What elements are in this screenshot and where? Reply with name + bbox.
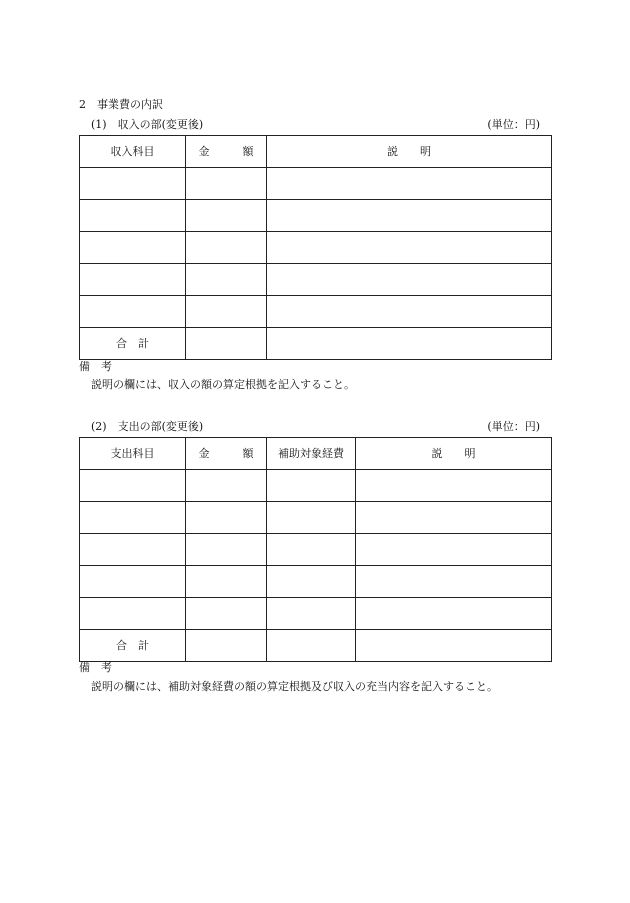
expense-amount-cell[interactable] xyxy=(186,534,267,566)
expense-table xyxy=(79,437,552,662)
expense-header-row xyxy=(80,438,552,470)
expense-item-cell[interactable] xyxy=(80,502,186,534)
expense-amount-cell[interactable] xyxy=(186,502,267,534)
income-unit-label: (単位：円) xyxy=(487,118,540,131)
expense-description-cell[interactable] xyxy=(356,534,552,566)
income-amount-cell[interactable] xyxy=(186,168,267,200)
income-total-amount-cell[interactable] xyxy=(186,328,267,360)
table-row xyxy=(80,264,552,296)
expense-eligible-cell[interactable] xyxy=(267,566,356,598)
income-description-cell[interactable] xyxy=(267,264,552,296)
income-header-amount: 金 額 xyxy=(186,136,267,168)
table-row xyxy=(80,200,552,232)
table-row xyxy=(80,534,552,566)
income-amount-cell[interactable] xyxy=(186,264,267,296)
table-row xyxy=(80,232,552,264)
expense-description-cell[interactable] xyxy=(356,598,552,630)
expense-total-label: 合 計 xyxy=(80,630,186,662)
expense-total-eligible-cell[interactable] xyxy=(267,630,356,662)
expense-item-cell[interactable] xyxy=(80,598,186,630)
income-item-cell[interactable] xyxy=(80,296,186,328)
expense-eligible-cell[interactable] xyxy=(267,598,356,630)
income-amount-cell[interactable] xyxy=(186,232,267,264)
income-item-cell[interactable] xyxy=(80,232,186,264)
expense-section-title: (2) 支出の部(変更後) xyxy=(91,420,204,433)
expense-description-cell[interactable] xyxy=(356,566,552,598)
expense-note-title: 備 考 xyxy=(79,661,112,674)
expense-eligible-cell[interactable] xyxy=(267,534,356,566)
expense-item-cell[interactable] xyxy=(80,534,186,566)
expense-item-cell[interactable] xyxy=(80,566,186,598)
income-header-item: 収入科目 xyxy=(80,136,186,168)
expense-unit-label: (単位：円) xyxy=(487,420,540,433)
income-item-cell[interactable] xyxy=(80,264,186,296)
table-row xyxy=(80,470,552,502)
expense-header-eligible: 補助対象経費 xyxy=(267,438,356,470)
income-item-cell[interactable] xyxy=(80,168,186,200)
expense-total-description-cell[interactable] xyxy=(356,630,552,662)
income-table xyxy=(79,135,552,360)
income-description-cell[interactable] xyxy=(267,232,552,264)
income-description-cell[interactable] xyxy=(267,168,552,200)
expense-amount-cell[interactable] xyxy=(186,470,267,502)
income-header-row xyxy=(80,136,552,168)
expense-note-text: 説明の欄には、補助対象経費の額の算定根拠及び収入の充当内容を記入すること。 xyxy=(91,680,498,693)
expense-eligible-cell[interactable] xyxy=(267,502,356,534)
income-note-text: 説明の欄には、収入の額の算定根拠を記入すること。 xyxy=(91,378,355,391)
expense-header-amount: 金 額 xyxy=(186,438,267,470)
table-row xyxy=(80,168,552,200)
income-description-cell[interactable] xyxy=(267,296,552,328)
income-note-title: 備 考 xyxy=(79,360,112,373)
income-total-label: 合 計 xyxy=(80,328,186,360)
income-total-description-cell[interactable] xyxy=(267,328,552,360)
section-heading: 2 事業費の内訳 xyxy=(79,98,163,111)
expense-header-description: 説 明 xyxy=(356,438,552,470)
table-row xyxy=(80,598,552,630)
table-row xyxy=(80,296,552,328)
income-amount-cell[interactable] xyxy=(186,296,267,328)
expense-description-cell[interactable] xyxy=(356,470,552,502)
income-total-row xyxy=(80,328,552,360)
expense-amount-cell[interactable] xyxy=(186,598,267,630)
expense-total-row xyxy=(80,630,552,662)
table-row xyxy=(80,566,552,598)
expense-eligible-cell[interactable] xyxy=(267,470,356,502)
expense-header-item: 支出科目 xyxy=(80,438,186,470)
income-item-cell[interactable] xyxy=(80,200,186,232)
expense-item-cell[interactable] xyxy=(80,470,186,502)
income-amount-cell[interactable] xyxy=(186,200,267,232)
income-header-description: 説 明 xyxy=(267,136,552,168)
expense-amount-cell[interactable] xyxy=(186,566,267,598)
income-section-title: (1) 収入の部(変更後) xyxy=(91,118,204,131)
expense-total-amount-cell[interactable] xyxy=(186,630,267,662)
income-description-cell[interactable] xyxy=(267,200,552,232)
table-row xyxy=(80,502,552,534)
expense-description-cell[interactable] xyxy=(356,502,552,534)
